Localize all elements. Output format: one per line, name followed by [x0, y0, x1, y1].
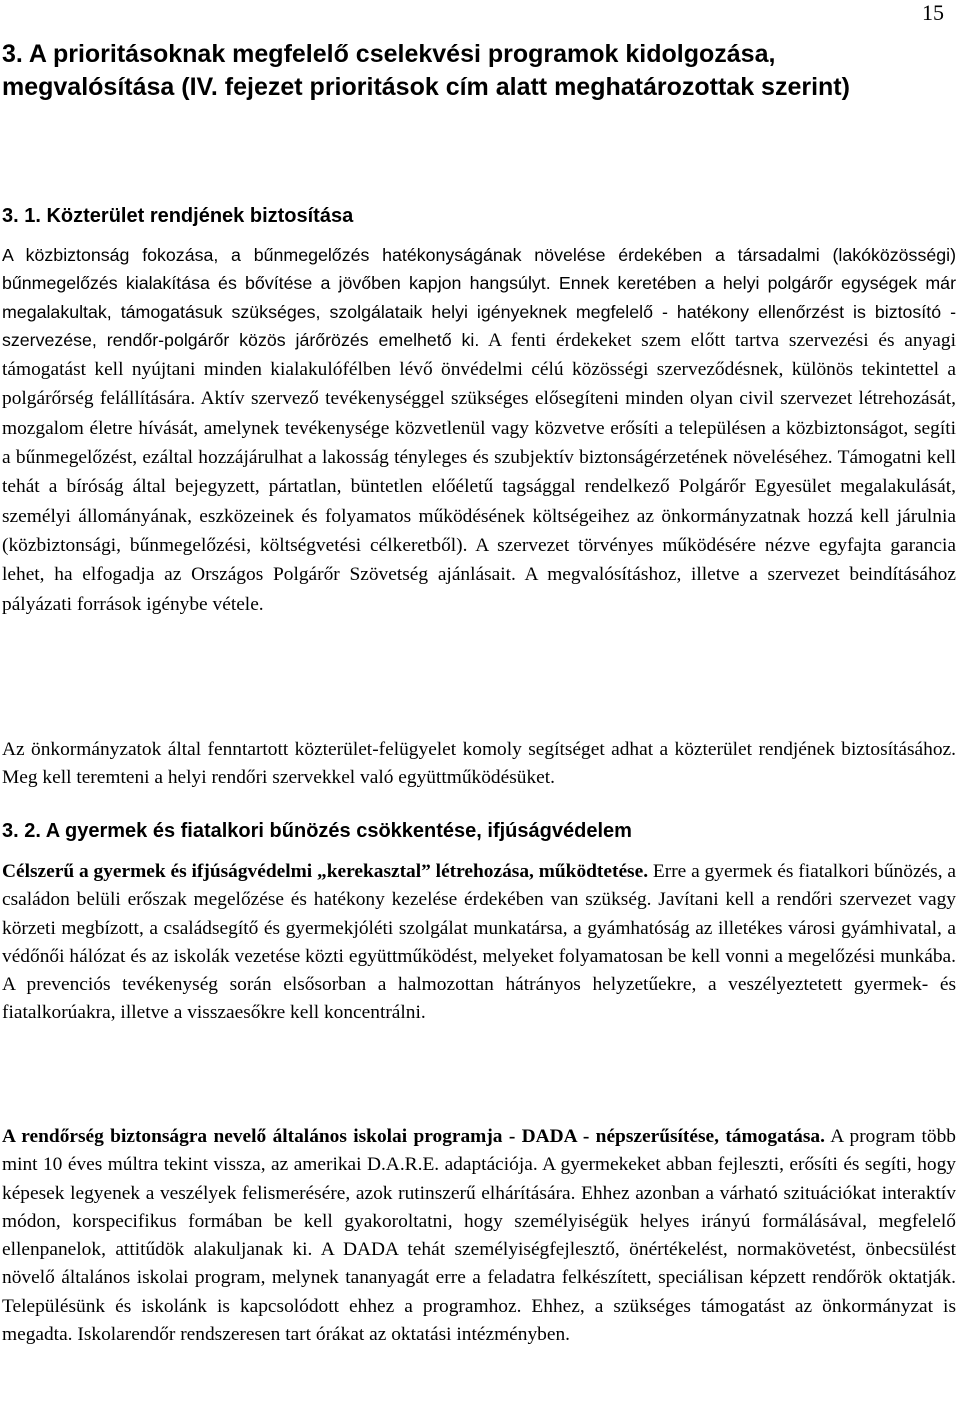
- section-heading-public-order: 3. 1. Közterület rendjének biztosítása: [2, 205, 354, 227]
- paragraph-dada-program: [2, 1123, 956, 1349]
- paragraph-public-safety: [2, 241, 956, 619]
- page-number: 15: [922, 0, 944, 25]
- paragraph-public-safety-part2: A fenti érdekeket szem előtt tartva szervezési és anyagi támogatást kell nyújtani minden kialakulófélben lévő önvédelmi célú közösségi szerveződésnek, különös tekintettel a polgárőrség felállítására. Aktív szervező tevékenységgel szükséges elősegíteni minden olyan civil szervezet létrehozását, mozgalom életre hívását, amelynek tevékenysége közvetlenül vagy közvetve erősíti a településen a közbiztonságot, segíti a bűnmegelőzést, ezáltal hozzájárulhat a lakosság tényleges és szubjektív biztonságérzetének növeléséhez. Támogatni kell tehát a bíróság által bejegyzett, pártatlan, büntetlen előéletű tagsággal rendelkező Polgárőr Egyesület megalakulását, személyi állományának, eszközeinek és folyamatos működésének költségeihez az önkormányzatnak hozzá kell járulnia (közbiztonsági, bűnmegelőzési, költségvetési célkeretből). A szervezet törvényes működésére nézve egyfajta garancia lehet, ha elfogadja az Országos Polgárőr Szövetség ajánlásait. A megvalósításhoz, illetve a szervezet beindításához pályázati források igénybe vétele.: [2, 329, 956, 615]
- paragraph-public-safety-part1: A közbiztonság fokozása, a bűnmegelőzés hatékonyságának növelése érdekében a társadalmi (lakóközösségi) bűnmegelőzés kialakítása és bővítése a jövőben kapjon hangsúlyt. Ennek keretében a helyi polgárőr egységek már megalakultak, támogatásuk szükséges, szolgálataik helyi igényeknek megfelelő - hatékony ellenőrzést is biztosító - szervezése, rendőr-polgárőr közös járőrözés emelhető ki.: [2, 245, 956, 350]
- paragraph-round-table-lead: Célszerű a gyermek és ifjúságvédelmi „kerekasztal” létrehozása, működtetése.: [2, 861, 649, 882]
- chapter-heading: 3. A prioritásoknak megfelelő cselekvési programok kidolgozása, megvalósítása (IV. fejezet prioritások cím alatt meghatározottak szerint): [2, 40, 850, 101]
- section-heading-youth-protection: 3. 2. A gyermek és fiatalkori bűnözés csökkentése, ifjúságvédelem: [2, 820, 632, 842]
- paragraph-round-table: [2, 858, 956, 1028]
- paragraph-dada-lead: A rendőrség biztonságra nevelő általános iskolai programja - DADA - népszerűsítése, támogatása.: [2, 1126, 825, 1147]
- paragraph-public-space-supervision: Az önkormányzatok által fenntartott közterület-felügyelet komoly segítséget adhat a közterület rendjének biztosításához. Meg kell teremteni a helyi rendőri szervekkel való együttműködésüket.: [2, 739, 956, 789]
- paragraph-dada-body: A program több mint 10 éves múltra tekint vissza, az amerikai D.A.R.E. adaptációja. A gyermekeket abban fejleszti, erősíti és segíti, hogy képesek legyenek a veszélyek felismerésére, azok rutinszerű elhárítására. Ehhez azonban a várható szituációkat interaktív módon, korspecifikus formában be kell gyakoroltatni, hogy személyiségük helyes irányú formálásával, megfelelő ellenpanelok, attitűdök alakuljanak ki. A DADA tehát személyiségfejlesztő, önértékelést, normakövetést, önbecsülést növelő általános iskolai program, melynek tananyagát erre a feladatra felkészített, speciálisan képzett rendőrök oktatják. Településünk és iskolánk is kapcsolódott ehhez a programhoz. Ehhez, a szükséges támogatást az önkormányzat is megadta. Iskolarendőr rendszeresen tart órákat az oktatási intézményben.: [2, 1126, 956, 1346]
- paragraph-round-table-body: Erre a gyermek és fiatalkori bűnözés, a családon belüli erőszak megelőzése és hatékony kezelése érdekében van szükség. Javítani kell a rendőri szervezet vagy körzeti megbízott, a családsegítő és gyermekjóléti szolgálat munkatársa, a gyámhatóság az illetékes városi gyámhivatal, a védőnői hálózat és az iskolák vezetése közti együttműködést, melyeket folyamatosan be kell vonni a megelőzési munkába. A prevenciós tevékenység során elsősorban a halmozottan hátrányos helyzetűekre, a veszélyeztetett gyermek- és fiatalkorúakra, illetve a visszaesőkre kell koncentrálni.: [2, 861, 957, 1024]
